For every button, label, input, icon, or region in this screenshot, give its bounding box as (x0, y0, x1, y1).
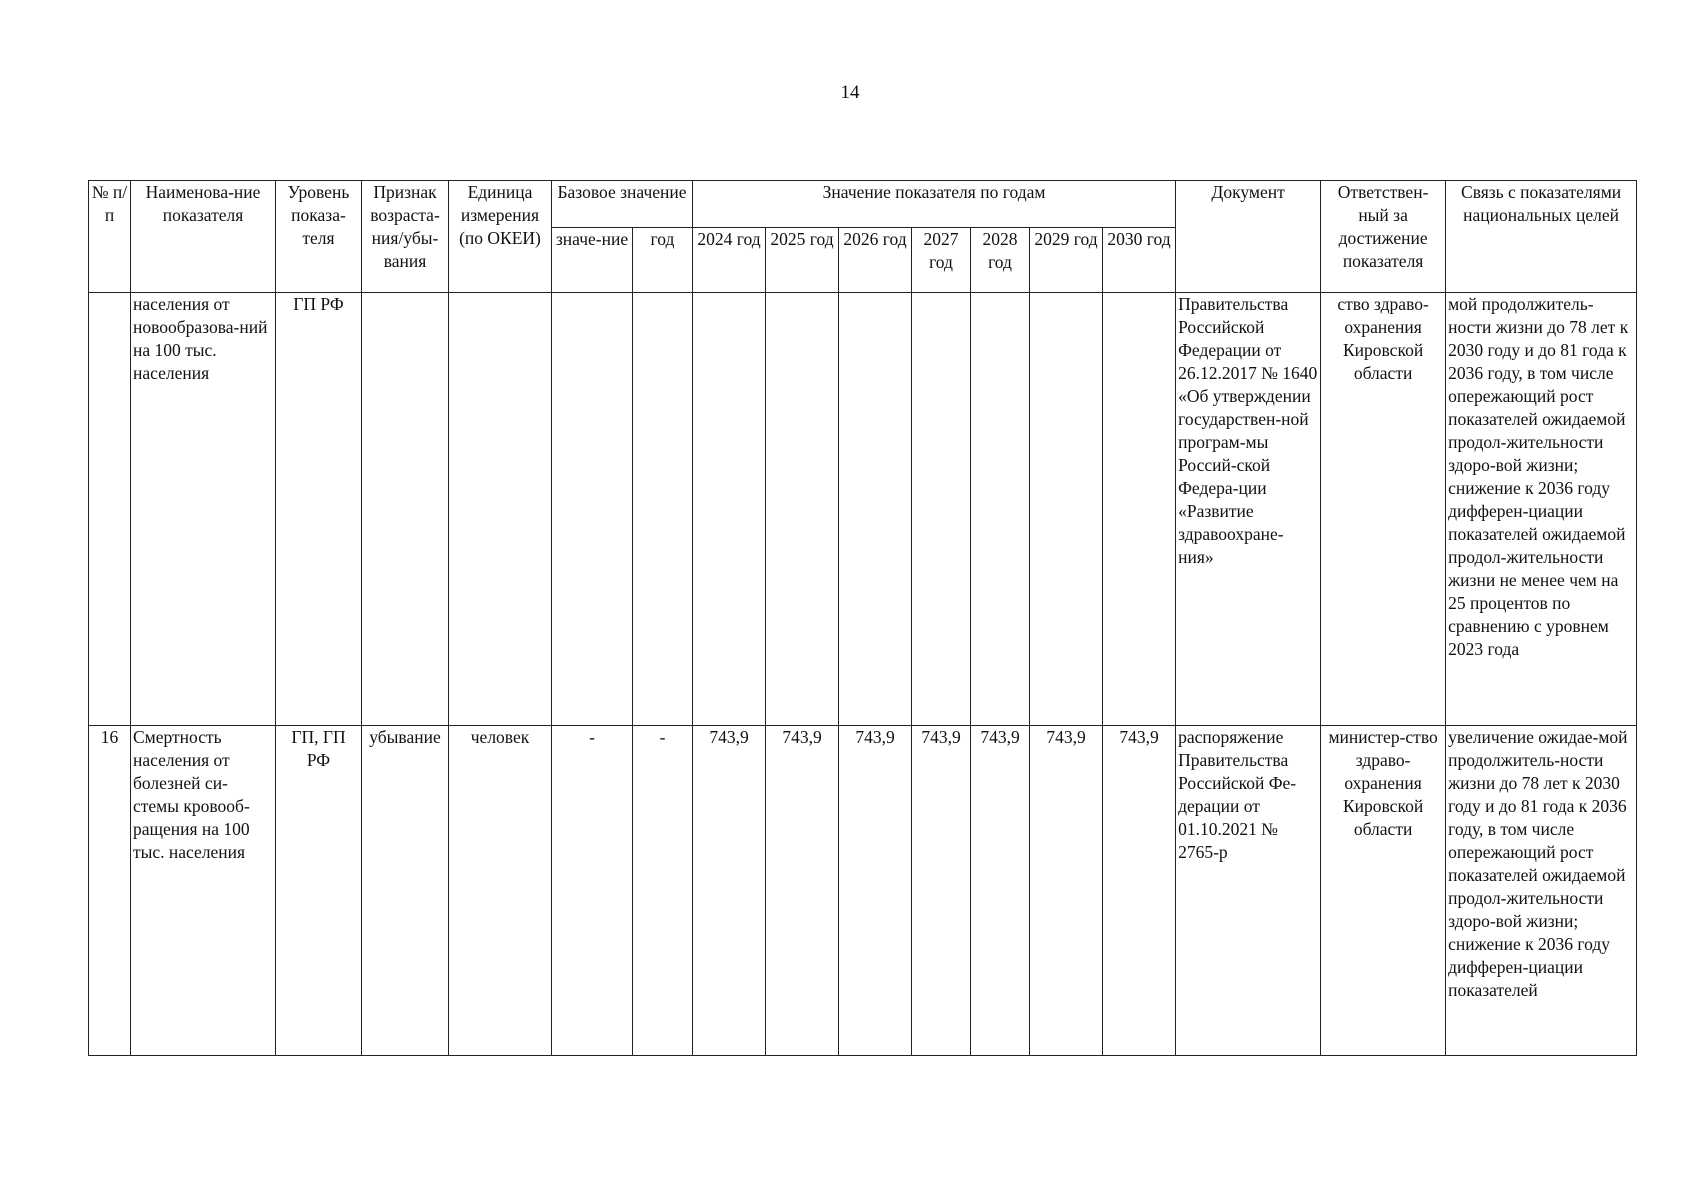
header-year-2024: 2024 год (693, 228, 766, 293)
cell-value-2027: 743,9 (912, 726, 971, 1056)
header-base: Базовое значение (552, 181, 693, 228)
cell-value-2029: 743,9 (1030, 726, 1103, 1056)
cell-value-2028: 743,9 (971, 726, 1030, 1056)
cell-value-2028 (971, 293, 1030, 726)
cell-value-2027 (912, 293, 971, 726)
cell-value-2030: 743,9 (1103, 726, 1176, 1056)
cell-num: 16 (89, 726, 131, 1056)
cell-trend: убывание (362, 726, 449, 1056)
cell-unit (449, 293, 552, 726)
header-year-2030: 2030 год (1103, 228, 1176, 293)
cell-value-2024 (693, 293, 766, 726)
header-year-2025: 2025 год (766, 228, 839, 293)
cell-trend (362, 293, 449, 726)
table-row (89, 293, 1637, 726)
cell-base-year (633, 293, 693, 726)
header-level: Уровень показа-теля (276, 181, 362, 293)
cell-value-2024: 743,9 (693, 726, 766, 1056)
page-number: 14 (840, 82, 860, 103)
cell-document: распоряжение Правительства Российской Фе-дерации от 01.10.2021 № 2765-р (1176, 726, 1321, 1056)
cell-value-2025 (766, 293, 839, 726)
header-responsible: Ответствен-ный за достижение показателя (1321, 181, 1446, 293)
header-years-title: Значение показателя по годам (693, 181, 1176, 228)
cell-name: Смертность населения от болезней си-стемы кровооб-ращения на 100 тыс. населения (131, 726, 276, 1056)
header-year-2029: 2029 год (1030, 228, 1103, 293)
cell-value-2026 (839, 293, 912, 726)
header-year-2026: 2026 год (839, 228, 912, 293)
cell-num (89, 293, 131, 726)
cell-link: мой продолжитель-ности жизни до 78 лет к 2030 году и до 81 года к 2036 году, в том числе опережающий рост показателей ожидаемой продол-жительности здоро-вой жизни; снижение к 2036 году дифферен-циации показателей ожидаемой продол-жительности жизни не менее чем на 25 процентов по сравнению с уровнем 2023 года (1446, 293, 1637, 726)
cell-base-value: - (552, 726, 633, 1056)
table-row (89, 726, 1637, 1056)
cell-link: увеличение ожидае-мой продолжитель-ности жизни до 78 лет к 2030 году и до 81 года к 2036 году, в том числе опережающий рост показателей ожидаемой продол-жительности здоро-вой жизни; снижение к 2036 году дифферен-циации показателей (1446, 726, 1637, 1056)
header-num: № п/п (89, 181, 131, 293)
header-document: Документ (1176, 181, 1321, 293)
cell-level: ГП, ГП РФ (276, 726, 362, 1056)
header-trend: Признак возраста-ния/убы-вания (362, 181, 449, 293)
cell-value-2029 (1030, 293, 1103, 726)
cell-unit: человек (449, 726, 552, 1056)
header-base-value: значе-ние (552, 228, 633, 293)
cell-base-year: - (633, 726, 693, 1056)
header-base-year: год (633, 228, 693, 293)
cell-base-value (552, 293, 633, 726)
cell-name: населения от новообразова-ний на 100 тыс. населения (131, 293, 276, 726)
header-name: Наименова-ние показателя (131, 181, 276, 293)
header-link: Связь с показателями национальных целей (1446, 181, 1637, 293)
indicators-table (88, 180, 1637, 1056)
cell-document: Правительства Российской Федерации от 26.12.2017 № 1640 «Об утверждении государствен-ной програм-мы Россий-ской Федера-ции «Развитие здравоохране-ния» (1176, 293, 1321, 726)
table-header (89, 181, 1637, 293)
cell-level: ГП РФ (276, 293, 362, 726)
cell-value-2025: 743,9 (766, 726, 839, 1056)
header-year-2027: 2027 год (912, 228, 971, 293)
cell-value-2030 (1103, 293, 1176, 726)
cell-responsible: ство здраво-охранения Кировской области (1321, 293, 1446, 726)
cell-responsible: министер-ство здраво-охранения Кировской области (1321, 726, 1446, 1056)
header-year-2028: 2028 год (971, 228, 1030, 293)
header-unit: Единица измерения (по ОКЕИ) (449, 181, 552, 293)
cell-value-2026: 743,9 (839, 726, 912, 1056)
